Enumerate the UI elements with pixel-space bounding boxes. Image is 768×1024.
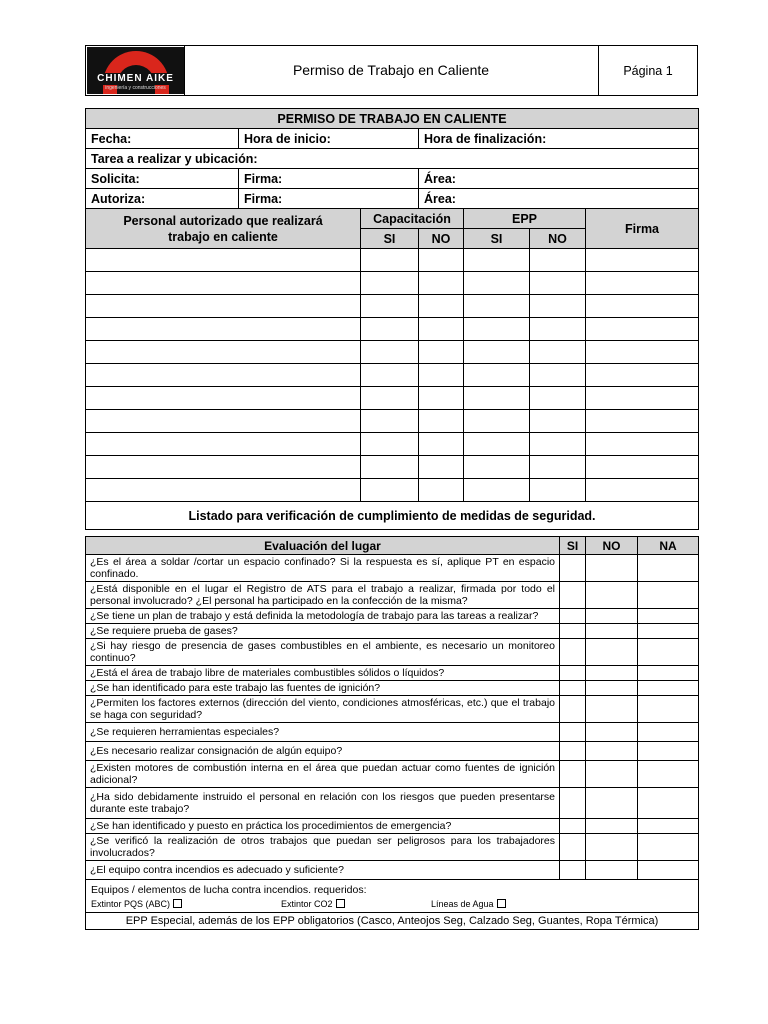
- checklist-question: ¿Ha sido debidamente instruido el personal en relación con los riesgos que pueden presentarse durante este trabajo?: [86, 788, 560, 819]
- checklist-row: [86, 582, 699, 609]
- si-cell[interactable]: [560, 681, 586, 696]
- col-na-header: NA: [638, 537, 699, 555]
- page-number: Página 1: [623, 64, 673, 78]
- personnel-name-cell[interactable]: [86, 341, 361, 364]
- solicita-field[interactable]: Solicita:: [86, 169, 239, 189]
- personnel-name-cell[interactable]: [86, 456, 361, 479]
- epp-no-header: NO: [530, 229, 586, 249]
- personnel-name-cell[interactable]: [86, 479, 361, 502]
- extintor-co2-option[interactable]: [281, 898, 345, 910]
- listado-heading: Listado para verificación de cumplimiento de medidas de seguridad.: [86, 502, 699, 530]
- na-cell[interactable]: [638, 666, 699, 681]
- si-cell[interactable]: [560, 609, 586, 624]
- equipos-label: Equipos / elementos de lucha contra incendios. requeridos:: [91, 884, 367, 896]
- no-cell[interactable]: [586, 639, 638, 666]
- epp-header: EPP: [464, 209, 586, 229]
- si-cell[interactable]: [560, 666, 586, 681]
- checklist-row: [86, 861, 699, 880]
- firma-header: Firma: [586, 209, 699, 249]
- si-cell[interactable]: [560, 555, 586, 582]
- capacitacion-si-header: SI: [361, 229, 419, 249]
- solicita-area-field[interactable]: Área:: [419, 169, 699, 189]
- personnel-name-cell[interactable]: [86, 272, 361, 295]
- checklist-question: ¿Se tiene un plan de trabajo y está definida la metodología de trabajo para las tareas a realizar?: [86, 609, 560, 624]
- permit-form-table: [85, 108, 699, 530]
- personnel-row: [86, 410, 699, 433]
- si-cell[interactable]: [560, 696, 586, 723]
- na-cell[interactable]: [638, 624, 699, 639]
- checklist-question: ¿Si hay riesgo de presencia de gases combustibles en el ambiente, es necesario un monitoreo continuo?: [86, 639, 560, 666]
- col-no-header: NO: [586, 537, 638, 555]
- checklist-question: ¿Es el área a soldar /cortar un espacio confinado? Si la respuesta es sí, aplique PT en espacio confinado.: [86, 555, 560, 582]
- na-cell[interactable]: [638, 582, 699, 609]
- form-title: PERMISO DE TRABAJO EN CALIENTE: [86, 109, 699, 129]
- checklist-row: [86, 742, 699, 761]
- si-cell[interactable]: [560, 723, 586, 742]
- no-cell[interactable]: [586, 681, 638, 696]
- no-cell[interactable]: [586, 723, 638, 742]
- hora-fin-field[interactable]: Hora de finalización:: [419, 129, 699, 149]
- no-cell[interactable]: [586, 761, 638, 788]
- si-cell[interactable]: [560, 861, 586, 880]
- no-cell[interactable]: [586, 624, 638, 639]
- na-cell[interactable]: [638, 555, 699, 582]
- extintor-pqs-label: Extintor PQS (ABC): [91, 899, 171, 909]
- personnel-row: [86, 479, 699, 502]
- checklist-row: [86, 834, 699, 861]
- document-title: Permiso de Trabajo en Caliente: [292, 62, 490, 78]
- personal-header: Personal autorizado que realizará trabajo en caliente: [86, 209, 361, 249]
- hora-inicio-field[interactable]: Hora de inicio:: [239, 129, 419, 149]
- no-cell[interactable]: [586, 834, 638, 861]
- checklist-row: [86, 696, 699, 723]
- checklist-row: [86, 723, 699, 742]
- checklist-row: [86, 666, 699, 681]
- personnel-row: [86, 295, 699, 318]
- na-cell[interactable]: [638, 723, 699, 742]
- na-cell[interactable]: [638, 788, 699, 819]
- autoriza-field[interactable]: Autoriza:: [86, 189, 239, 209]
- checklist-question: ¿Está disponible en el lugar el Registro de ATS para el trabajo a realizar, firmada por todo el personal involucrado? ¿El personal ha participado en la confección de la misma?: [86, 582, 560, 609]
- safety-checklist-table: [85, 536, 699, 930]
- personnel-row: [86, 387, 699, 410]
- personnel-name-cell[interactable]: [86, 364, 361, 387]
- extintor-pqs-checkbox[interactable]: [173, 899, 182, 908]
- personnel-row: [86, 318, 699, 341]
- personnel-name-cell[interactable]: [86, 295, 361, 318]
- na-cell[interactable]: [638, 742, 699, 761]
- capacitacion-no-header: NO: [419, 229, 464, 249]
- autoriza-firma-field[interactable]: Firma:: [239, 189, 419, 209]
- company-logo: [87, 47, 184, 94]
- personnel-name-cell[interactable]: [86, 249, 361, 272]
- no-cell[interactable]: [586, 819, 638, 834]
- checklist-question: ¿Se requieren herramientas especiales?: [86, 723, 560, 742]
- na-cell[interactable]: [638, 639, 699, 666]
- checklist-row: [86, 555, 699, 582]
- si-cell[interactable]: [560, 834, 586, 861]
- checklist-row: [86, 609, 699, 624]
- na-cell[interactable]: [638, 609, 699, 624]
- na-cell[interactable]: [638, 761, 699, 788]
- na-cell[interactable]: [638, 819, 699, 834]
- checklist-question: ¿Se verificó la realización de otros trabajos que puedan ser peligrosos para los trabajadores involucrados?: [86, 834, 560, 861]
- personnel-row: [86, 364, 699, 387]
- checklist-question: ¿Se requiere prueba de gases?: [86, 624, 560, 639]
- tarea-field[interactable]: Tarea a realizar y ubicación:: [86, 149, 699, 169]
- si-cell[interactable]: [560, 624, 586, 639]
- personnel-row: [86, 341, 699, 364]
- si-cell[interactable]: [560, 742, 586, 761]
- equipos-section: [86, 880, 699, 913]
- checklist-question: ¿Está el área de trabajo libre de materiales combustibles sólidos o líquidos?: [86, 666, 560, 681]
- capacitacion-header: Capacitación: [361, 209, 464, 229]
- no-cell[interactable]: [586, 788, 638, 819]
- checklist-row: [86, 819, 699, 834]
- no-cell[interactable]: [586, 582, 638, 609]
- personnel-row: [86, 433, 699, 456]
- si-cell[interactable]: [560, 582, 586, 609]
- fecha-field[interactable]: Fecha:: [86, 129, 239, 149]
- si-cell[interactable]: [560, 639, 586, 666]
- na-cell[interactable]: [638, 861, 699, 880]
- no-cell[interactable]: [586, 609, 638, 624]
- checklist-row: [86, 681, 699, 696]
- no-cell[interactable]: [586, 742, 638, 761]
- si-cell[interactable]: [560, 819, 586, 834]
- personnel-name-cell[interactable]: [86, 433, 361, 456]
- solicita-firma-field[interactable]: Firma:: [239, 169, 419, 189]
- lineas-agua-option[interactable]: [431, 898, 506, 910]
- checklist-question: ¿Permiten los factores externos (dirección del viento, condiciones atmosféricas, etc.) que el trabajo se haga con seguridad?: [86, 696, 560, 723]
- epp-especial-field[interactable]: EPP Especial, además de los EPP obligatorios (Casco, Anteojos Seg, Calzado Seg, Guantes, Ropa Térmica): [86, 913, 699, 930]
- checklist-question: ¿El equipo contra incendios es adecuado y suficiente?: [86, 861, 560, 880]
- personnel-row: [86, 249, 699, 272]
- personnel-name-cell[interactable]: [86, 387, 361, 410]
- no-cell[interactable]: [586, 666, 638, 681]
- logo-tagline: ingeniería y construcciones: [105, 85, 166, 91]
- checklist-row: [86, 639, 699, 666]
- si-cell[interactable]: [560, 788, 586, 819]
- personnel-name-cell[interactable]: [86, 410, 361, 433]
- no-cell[interactable]: [586, 555, 638, 582]
- lineas-agua-checkbox[interactable]: [497, 899, 506, 908]
- personnel-row: [86, 272, 699, 295]
- extintor-co2-checkbox[interactable]: [336, 899, 345, 908]
- document-header: [85, 45, 698, 96]
- checklist-question: ¿Es necesario realizar consignación de algún equipo?: [86, 742, 560, 761]
- personnel-row: [86, 456, 699, 479]
- na-cell[interactable]: [638, 681, 699, 696]
- no-cell[interactable]: [586, 696, 638, 723]
- logo-name: CHIMEN AIKE: [97, 73, 174, 84]
- checklist-row: [86, 761, 699, 788]
- checklist-question: ¿Se han identificado y puesto en práctica los procedimientos de emergencia?: [86, 819, 560, 834]
- si-cell[interactable]: [560, 761, 586, 788]
- checklist-question: ¿Existen motores de combustión interna en el área que puedan actuar como fuentes de ignición adicional?: [86, 761, 560, 788]
- extintor-co2-label: Extintor CO2: [281, 899, 333, 909]
- na-cell[interactable]: [638, 834, 699, 861]
- checklist-question: ¿Se han identificado para este trabajo las fuentes de ignición?: [86, 681, 560, 696]
- personnel-name-cell[interactable]: [86, 318, 361, 341]
- col-si-header: SI: [560, 537, 586, 555]
- checklist-row: [86, 624, 699, 639]
- epp-si-header: SI: [464, 229, 530, 249]
- extintor-pqs-option[interactable]: [91, 898, 182, 910]
- lineas-agua-label: Líneas de Agua: [431, 899, 494, 909]
- no-cell[interactable]: [586, 861, 638, 880]
- checklist-row: [86, 788, 699, 819]
- evaluacion-header: Evaluación del lugar: [86, 537, 560, 555]
- na-cell[interactable]: [638, 696, 699, 723]
- autoriza-area-field[interactable]: Área:: [419, 189, 699, 209]
